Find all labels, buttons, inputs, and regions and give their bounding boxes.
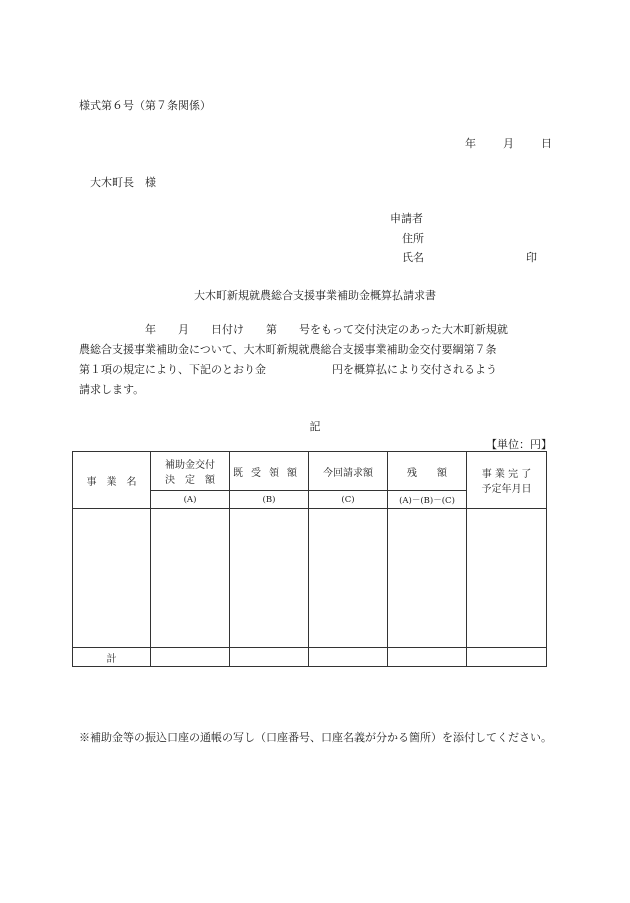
cell-already-received[interactable] [230, 509, 309, 648]
cell-this-request[interactable] [309, 509, 388, 648]
address-label: 住所 [402, 232, 424, 245]
header-sub-a: (A) [151, 491, 230, 509]
header-sub-c: (C) [309, 491, 388, 509]
form-number: 様式第６号（第７条関係） [79, 99, 211, 112]
header-already-received: 既受領額 [230, 452, 309, 491]
date-day: 日 [541, 137, 552, 150]
header-remaining: 残 額 [388, 452, 467, 491]
name-label: 氏名 [402, 251, 424, 264]
total-remaining[interactable] [388, 648, 467, 667]
document-title: 大木町新規就農総合支援事業補助金概算払請求書 [194, 289, 436, 302]
seal-mark: 印 [526, 251, 537, 264]
header-sub-abc: (A)－(B)－(C) [388, 491, 467, 509]
body-number-prefix: 第 [266, 323, 277, 336]
cell-grant-decided[interactable] [151, 509, 230, 648]
body-year: 年 [145, 323, 156, 336]
total-this-request[interactable] [309, 648, 388, 667]
body-sentence-1: 号をもって交付決定のあった大木町新規就 [299, 323, 508, 336]
unit-label: 【単位：円】 [486, 438, 552, 451]
cell-remaining[interactable] [388, 509, 467, 648]
body-month: 月 [178, 323, 189, 336]
total-label: 計 [73, 648, 151, 667]
date-month: 月 [503, 137, 514, 150]
total-already-received[interactable] [230, 648, 309, 667]
total-completion-date[interactable] [467, 648, 547, 667]
request-body [79, 320, 551, 400]
header-grant-decided: 補助金交付 決 定 額 [151, 452, 230, 491]
cell-project-name[interactable] [73, 509, 151, 648]
body-line-2: 農総合支援事業補助金について、大木町新規就農総合支援事業補助金交付要綱第７条 [79, 343, 497, 356]
header-project-name: 事 業 名 [73, 452, 151, 509]
payment-table [72, 451, 547, 667]
attachment-note: ※補助金等の振込口座の通帳の写し（口座番号、口座名義が分かる箇所）を添付してください。 [79, 731, 552, 744]
body-day: 日付け [211, 323, 244, 336]
addressee: 大木町長 様 [90, 176, 156, 189]
body-line-3 [79, 360, 551, 380]
header-this-request: 今回請求額 [309, 452, 388, 491]
total-grant-decided[interactable] [151, 648, 230, 667]
body-line-4: 請求します。 [79, 383, 145, 396]
cell-completion-date[interactable] [467, 509, 547, 648]
header-sub-b: (B) [230, 491, 309, 509]
header-completion-date: 事 業 完 了 予定年月日 [467, 452, 547, 509]
body-line-3a: 第１項の規定により、下記のとおり金 [79, 363, 266, 376]
body-line-3b: 円を概算払により交付されるよう [332, 363, 497, 376]
ki-heading: 記 [309, 420, 321, 433]
date-year: 年 [465, 137, 476, 150]
body-line-1 [79, 320, 551, 340]
applicant-label: 申請者 [390, 212, 423, 225]
